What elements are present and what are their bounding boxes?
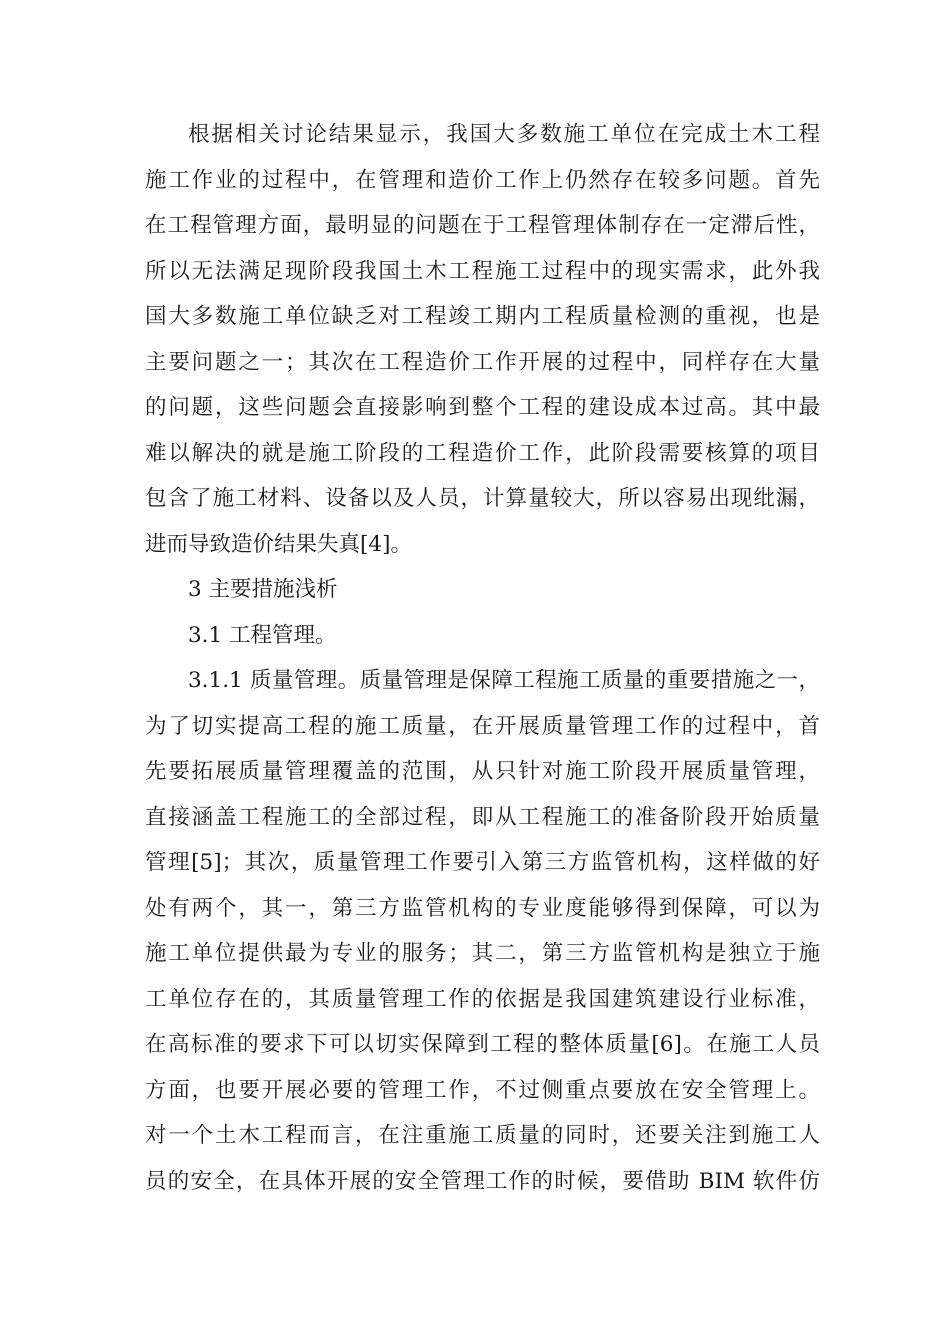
text-line: 根据相关讨论结果显示，我国大多数施工单位在完成土木工程 <box>188 122 820 147</box>
text-line: 员的安全，在具体开展的安全管理工作的时候，要借助 BIM 软件仿 <box>145 1168 820 1194</box>
text-line: 所以无法满足现阶段我国土木工程施工过程中的现实需求，此外我 <box>145 258 820 284</box>
text-line: 在高标准的要求下可以切实保障到工程的整体质量[6]。在施工人员 <box>145 1032 820 1057</box>
text-line: 处有两个，其一，第三方监管机构的专业度能够得到保障，可以为 <box>145 895 820 921</box>
text-line: 包含了施工材料、设备以及人员，计算量较大，所以容易出现纰漏， <box>145 486 820 511</box>
text-line: 国大多数施工单位缺乏对工程竣工期内工程质量检测的重视，也是 <box>145 304 820 329</box>
text-line: 先要拓展质量管理覆盖的范围，从只针对施工阶段开展质量管理， <box>145 759 820 784</box>
text-line: 施工作业的过程中，在管理和造价工作上仍然存在较多问题。首先 <box>145 167 820 193</box>
text-line: 难以解决的就是施工阶段的工程造价工作，此阶段需要核算的项目 <box>145 440 820 466</box>
subsection-heading: 3.1 工程管理。 <box>188 622 337 648</box>
document-body <box>145 112 820 1204</box>
text-line: 施工单位提供最为专业的服务；其二，第三方监管机构是独立于施 <box>145 941 820 966</box>
text-line: 为了切实提高工程的施工质量，在开展质量管理工作的过程中，首 <box>145 713 820 739</box>
text-line: 对一个土木工程而言，在注重施工质量的同时，还要关注到施工人 <box>145 1123 820 1148</box>
text-line: 工单位存在的，其质量管理工作的依据是我国建筑建设行业标准， <box>145 986 820 1012</box>
text-line: 进而导致造价结果失真[4]。 <box>145 531 412 557</box>
text-line: 管理[5]；其次，质量管理工作要引入第三方监管机构，这样做的好 <box>145 850 820 875</box>
text-line: 主要问题之一；其次在工程造价工作开展的过程中，同样存在大量 <box>145 349 820 375</box>
text-line: 的问题，这些问题会直接影响到整个工程的建设成本过高。其中最 <box>145 395 820 420</box>
text-line: 直接涵盖工程施工的全部过程，即从工程施工的准备阶段开始质量 <box>145 804 820 830</box>
text-line: 在工程管理方面，最明显的问题在于工程管理体制存在一定滞后性， <box>145 213 820 238</box>
text-line: 3.1.1 质量管理。质量管理是保障工程施工质量的重要措施之一， <box>188 668 820 693</box>
paragraph-quality-management <box>145 658 820 1204</box>
text-line: 方面，也要开展必要的管理工作，不过侧重点要放在安全管理上。 <box>145 1077 820 1103</box>
section-heading: 3 主要措施浅析 <box>188 577 338 602</box>
paragraph-intro <box>145 112 820 567</box>
